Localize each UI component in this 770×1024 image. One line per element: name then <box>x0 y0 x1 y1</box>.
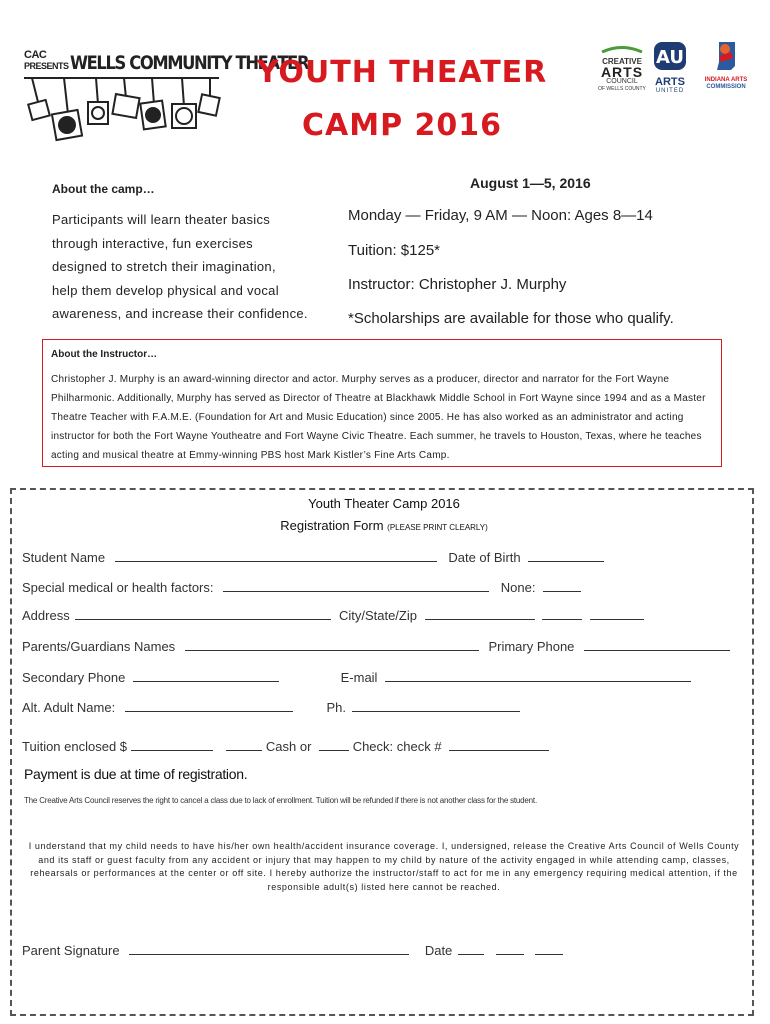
payment-due-note: Payment is due at time of registration. <box>24 766 248 782</box>
medical-label: Special medical or health factors: <box>22 580 214 595</box>
date-month-field[interactable] <box>458 940 484 955</box>
city-label: City/State/Zip <box>338 608 417 623</box>
address-field[interactable] <box>75 605 331 620</box>
svg-text:AU: AU <box>656 47 684 68</box>
form-subtitle-text: Registration Form <box>280 518 384 533</box>
stage-lights-illustration <box>24 74 224 154</box>
form-title: Youth Theater Camp 2016 <box>308 496 460 511</box>
address-label: Address <box>22 608 70 623</box>
medical-field[interactable] <box>223 577 489 592</box>
date-year-field[interactable] <box>535 940 563 955</box>
student-name-row <box>22 547 604 565</box>
arts-united-icon <box>652 40 688 72</box>
presents-text: PRESENTS <box>24 61 69 71</box>
cac-presents-label <box>24 50 69 72</box>
secondary-phone-label: Secondary Phone <box>22 670 126 685</box>
primary-phone-label: Primary Phone <box>488 639 575 654</box>
arts-text: ARTS <box>600 64 644 80</box>
signature-date-label: Date <box>424 943 453 958</box>
arts-united-arts: ARTS <box>655 76 685 88</box>
alt-adult-row <box>22 697 520 715</box>
zip-field[interactable] <box>590 605 644 620</box>
about-line: through interactive, fun exercises <box>52 235 253 251</box>
alt-phone-label: Ph. <box>326 700 346 715</box>
cash-label: Cash or <box>265 739 312 754</box>
student-name-field[interactable] <box>115 547 437 562</box>
about-instructor-text: Christopher J. Murphy is an award-winning director and actor. Murphy serves as a producer, director and narrator for the Fort Wayne Philharmonic. Additionally, Murphy has served as Director of Theatre at Blackhawk Middle School in Fort Wayne since 1994 and as a Master Theatre Teacher with F.A.M.E. (Foundation for Art and Music Education) since 2005. He has also worked as an administrator and acting instructor for both the Fort Wayne Youtheatre and Fort Wayne Civic Theatre. Each summer, he travels to Houston, Texas, where he teaches acting and musical theatre at Emmy-winning PBS host Mark Kistler’s Fine Arts Camp. <box>51 374 706 461</box>
about-camp-text <box>52 208 322 326</box>
camp-title-line1: YOUTH THEATER <box>256 55 548 90</box>
alt-phone-field[interactable] <box>352 697 520 712</box>
camp-dates: August 1—5, 2016 <box>470 175 591 191</box>
registration-form <box>10 488 754 1016</box>
about-line: awareness, and increase their confidence. <box>52 306 308 321</box>
creative-text: CREATIVE <box>602 57 642 66</box>
dob-field[interactable] <box>528 547 604 562</box>
iac-line2: COMMISSION <box>706 84 746 90</box>
check-label: Check: check # <box>352 739 442 754</box>
parents-field[interactable] <box>185 636 479 651</box>
check-number-field[interactable] <box>449 736 549 751</box>
alt-adult-label: Alt. Adult Name: <box>22 700 116 715</box>
indiana-arts-commission-logo <box>696 40 756 91</box>
creative-arts-council-logo <box>596 40 648 92</box>
medical-row <box>22 577 581 595</box>
about-instructor-box <box>42 339 722 467</box>
print-clearly-note: (PLEASE PRINT CLEARLY) <box>387 523 488 532</box>
email-label: E-mail <box>340 670 378 685</box>
tuition-amount-field[interactable] <box>131 736 213 751</box>
check-field[interactable] <box>319 736 349 751</box>
cash-field[interactable] <box>226 736 262 751</box>
dob-label: Date of Birth <box>448 550 521 565</box>
tuition-row <box>22 736 549 754</box>
arts-united-logo <box>648 40 692 94</box>
signature-row <box>22 940 563 958</box>
about-line: help them develop physical and vocal <box>52 282 279 298</box>
camp-title-line2: CAMP 2016 <box>301 108 502 143</box>
wells-community-theater-logo-text: WELLS COMMUNITY THEATER <box>70 52 309 74</box>
liability-consent-text: I understand that my child needs to have his/her own health/accident insurance coverage. I, undersigned, release the Creative Arts Council of Wells County and its staff or guest faculty from any accident or injury that may happen to my child by nature of the activity engaged in while attending camp, classes, rehearsals or performances at the center or off site. I hereby authorize the instructor/staff to act for me in any emergency requiring medical attention, if the responsible adult(s) listed here cannot be reached. <box>28 841 740 892</box>
state-field[interactable] <box>542 605 582 620</box>
wells-county-text: OF WELLS COUNTY <box>598 86 646 92</box>
arts-united-united: UNITED <box>655 88 685 94</box>
email-field[interactable] <box>385 667 691 682</box>
city-field[interactable] <box>425 605 535 620</box>
student-name-label: Student Name <box>22 550 106 565</box>
form-subtitle <box>12 518 756 533</box>
council-text: COUNCIL <box>606 78 638 85</box>
scholarship-note: *Scholarships are available for those who qualify. <box>348 310 674 327</box>
parents-row <box>22 636 730 654</box>
secondary-phone-row <box>22 667 691 685</box>
parent-signature-label: Parent Signature <box>22 943 120 958</box>
creative-arts-arc-icon <box>600 45 644 53</box>
alt-adult-field[interactable] <box>125 697 293 712</box>
about-camp-heading: About the camp… <box>52 182 155 196</box>
secondary-phone-field[interactable] <box>133 667 279 682</box>
date-day-field[interactable] <box>496 940 524 955</box>
indiana-state-icon <box>711 40 741 72</box>
about-line: Participants will learn theater basics <box>52 212 271 227</box>
parent-signature-field[interactable] <box>129 940 409 955</box>
camp-schedule: Monday — Friday, 9 AM — Noon: Ages 8—14 <box>348 207 653 224</box>
iac-line1: INDIANA ARTS <box>704 77 748 83</box>
cancellation-disclaimer: The Creative Arts Council reserves the right to cancel a class due to lack of enrollment. Tuition will be refunded if there is not another class for the student. <box>24 796 537 805</box>
parents-label: Parents/Guardians Names <box>22 639 176 654</box>
camp-tuition: Tuition: $125* <box>348 242 441 259</box>
about-instructor-heading: About the Instructor… <box>51 349 158 360</box>
none-field[interactable] <box>543 577 581 592</box>
camp-instructor: Instructor: Christopher J. Murphy <box>348 276 567 293</box>
primary-phone-field[interactable] <box>584 636 730 651</box>
none-label: None: <box>500 580 536 595</box>
cac-text: CAC <box>24 49 47 61</box>
tuition-enclosed-label: Tuition enclosed $ <box>22 739 128 754</box>
address-row <box>22 605 644 623</box>
about-line: designed to stretch their imagination, <box>52 259 276 274</box>
